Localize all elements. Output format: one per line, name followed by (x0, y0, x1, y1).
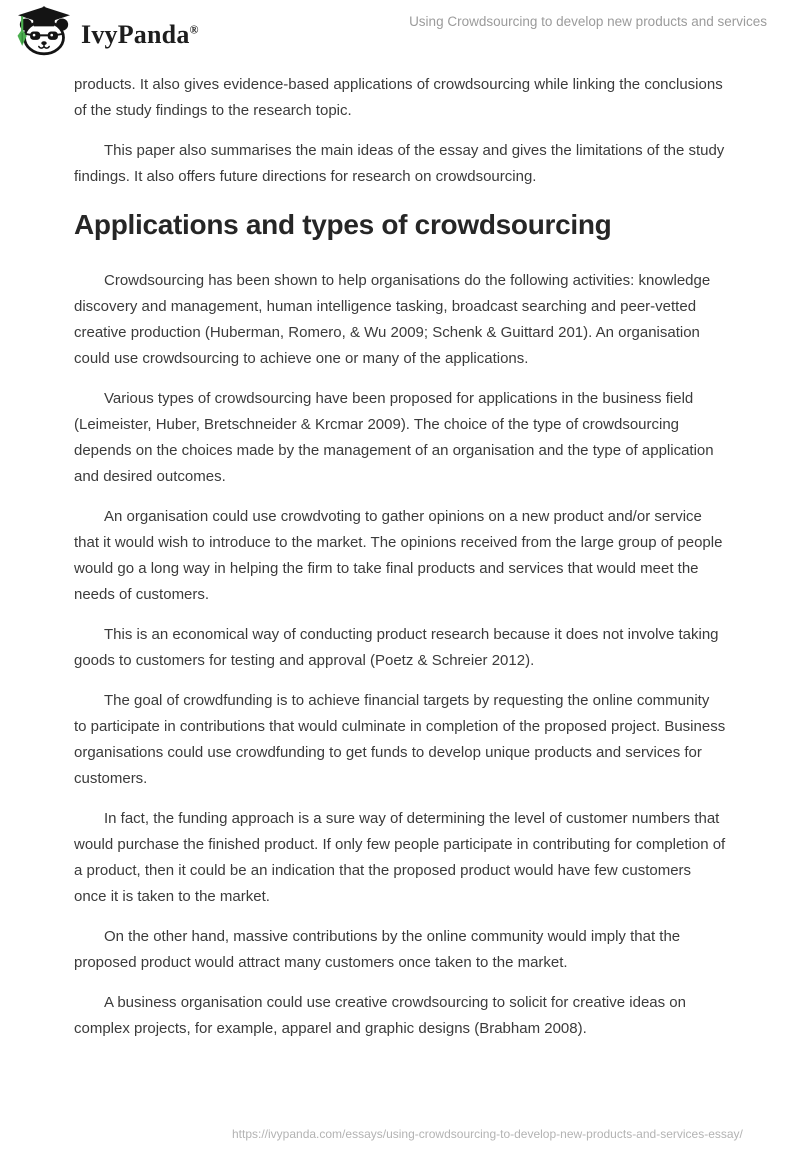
panda-graduate-icon (13, 6, 75, 63)
essay-paragraph: The goal of crowdfunding is to achieve financial targets by requesting the online community to participate in contributions that would culminate in completion of the proposed project. Business organisations could use crowdfunding to get funds to develop unique products and services for customers. (74, 692, 726, 787)
brand-wordmark (81, 19, 199, 49)
essay-paragraph: On the other hand, massive contributions by the online community would imply that the proposed product would attract many customers once taken to the market. (74, 928, 681, 971)
essay-paragraph: In fact, the funding approach is a sure way of determining the level of customer numbers that would purchase the finished product. If only few people participate in contributing for completion of a product, then it could be an indication that the proposed product would have few customers once it is taken to the market. (74, 810, 726, 905)
page-header (0, 0, 800, 66)
section-heading: Applications and types of crowdsourcing (74, 209, 612, 240)
essay-paragraph: Crowdsourcing has been shown to help organisations do the following activities: knowledge discovery and management, human intelligence tasking, broadcast searching and peer-vetted creative production (Huberman, Romero, & Wu 2009; Schenk & Guittard 201). An organisation could use crowdsourcing to achieve one or many of the applications. (74, 272, 711, 367)
brand-name: IvyPanda (81, 19, 190, 49)
essay-paragraph: This paper also summarises the main ideas of the essay and gives the limitations of the study findings. It also offers future directions for research on crowdsourcing. (74, 142, 725, 185)
registered-trademark-symbol: ® (189, 21, 199, 36)
essay-paragraph: An organisation could use crowdvoting to gather opinions on a new product and/or service that it would wish to introduce to the market. The opinions received from the large group of people would go a long way in helping the firm to take final products and services that would meet the needs of customers. (74, 508, 723, 603)
document-title: Using Crowdsourcing to develop new products and services (409, 14, 767, 29)
essay-content (74, 72, 726, 1056)
essay-paragraph: A business organisation could use creative crowdsourcing to solicit for creative ideas on complex projects, for example, apparel and graphic designs (Brabham 2008). (74, 994, 686, 1037)
essay-paragraph: Various types of crowdsourcing have been proposed for applications in the business field (Leimeister, Huber, Bretschneider & Krcmar 2009). The choice of the type of crowdsourcing depends on the choices made by the management of an organisation and the type of application and desired outcomes. (74, 390, 714, 485)
essay-paragraph: This is an economical way of conducting product research because it does not involve taking goods to customers for testing and approval (Poetz & Schreier 2012). (74, 626, 719, 669)
ivypanda-logo-link[interactable] (13, 6, 199, 63)
source-url-link[interactable]: https://ivypanda.com/essays/using-crowdsourcing-to-develop-new-products-and-services-essay/ (232, 1127, 743, 1141)
essay-paragraph: products. It also gives evidence-based applications of crowdsourcing while linking the conclusions of the study findings to the research topic. (74, 76, 723, 119)
